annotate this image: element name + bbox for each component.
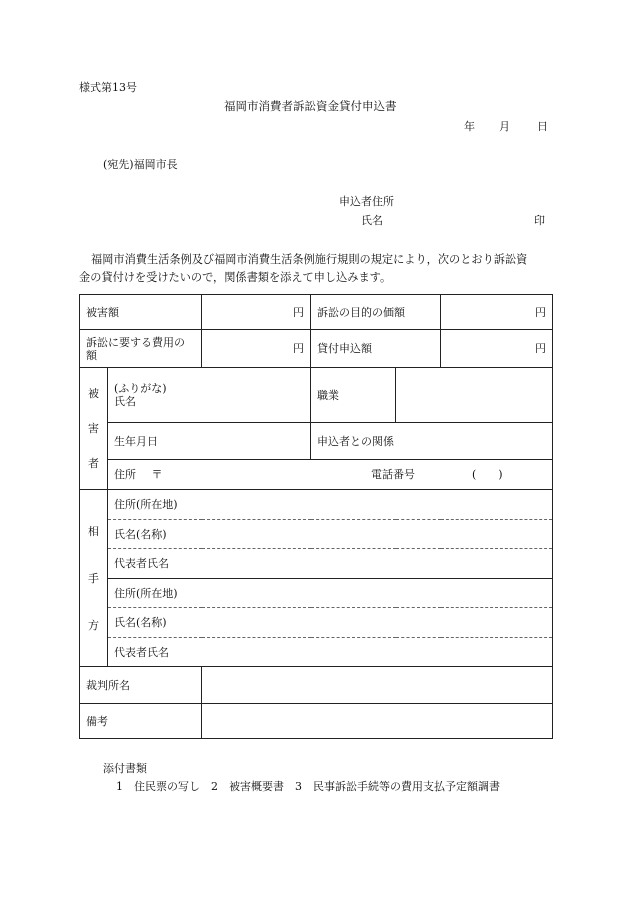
phone-label: 電話番号 bbox=[371, 468, 415, 481]
victim-char-3: 者 bbox=[88, 457, 99, 470]
document-title: 福岡市消費者訴訟資金貸付申込書 bbox=[224, 99, 397, 113]
damage-amount-label: 被害額 bbox=[80, 295, 202, 330]
row-opp-address-1 bbox=[80, 490, 553, 520]
court-field[interactable] bbox=[202, 667, 553, 704]
applicant-address-label: 申込者住所 bbox=[339, 195, 394, 208]
court-label: 裁判所名 bbox=[80, 667, 202, 704]
victim-name-label: 氏名 bbox=[114, 395, 136, 408]
loan-amount-label: 貸付申込額 bbox=[311, 330, 441, 368]
yen-unit: 円 bbox=[535, 342, 546, 355]
lawsuit-value-field[interactable] bbox=[441, 295, 553, 330]
date-month: 月 bbox=[499, 120, 510, 133]
victim-section-label bbox=[80, 368, 108, 490]
yen-unit: 円 bbox=[293, 342, 304, 355]
opponent-section-label bbox=[80, 490, 108, 667]
yen-unit: 円 bbox=[293, 305, 304, 319]
remarks-field[interactable] bbox=[202, 704, 553, 739]
victim-name-field[interactable] bbox=[108, 368, 311, 423]
row-opp-rep-1 bbox=[80, 549, 553, 579]
opponent-char-2: 手 bbox=[88, 571, 99, 585]
row-victim-birth bbox=[80, 423, 553, 460]
row-opp-name-1 bbox=[80, 520, 553, 549]
lawsuit-cost-label bbox=[80, 330, 202, 368]
postal-mark: 〒 bbox=[151, 468, 163, 481]
address-label: 住所 bbox=[114, 468, 136, 481]
opponent-char-3: 方 bbox=[88, 618, 99, 632]
row-cost bbox=[80, 330, 553, 368]
opponent-address-field[interactable]: 住所(所在地) bbox=[108, 579, 553, 608]
opponent-address-field[interactable]: 住所(所在地) bbox=[108, 490, 553, 520]
birthdate-label: 生年月日 bbox=[108, 423, 311, 460]
relation-label: 申込者との関係 bbox=[311, 423, 553, 460]
lawsuit-value-label: 訴訟の目的の価額 bbox=[311, 295, 441, 330]
row-victim-name bbox=[80, 368, 553, 423]
opponent-name-field[interactable]: 氏名(名称) bbox=[108, 520, 553, 549]
opponent-representative-field[interactable]: 代表者氏名 bbox=[108, 638, 553, 667]
occupation-label: 職業 bbox=[311, 368, 396, 423]
row-opp-rep-2 bbox=[80, 638, 553, 667]
date-day: 日 bbox=[537, 120, 548, 133]
lawsuit-cost-label-line-1: 訴訟に要する費用の bbox=[86, 335, 185, 349]
addressee: (宛先)福岡市長 bbox=[103, 158, 178, 171]
row-remarks bbox=[80, 704, 553, 739]
loan-amount-field[interactable] bbox=[441, 330, 553, 368]
yen-unit: 円 bbox=[535, 305, 546, 319]
row-opp-name-2 bbox=[80, 608, 553, 638]
victim-address-field[interactable] bbox=[108, 460, 553, 490]
phone-area-code: ( ) bbox=[472, 468, 503, 481]
furigana-label: (ふりがな) bbox=[114, 382, 167, 395]
date-year: 年 bbox=[464, 120, 475, 133]
seal-mark: 印 bbox=[534, 214, 545, 227]
damage-amount-field[interactable] bbox=[202, 295, 311, 330]
row-court bbox=[80, 667, 553, 704]
lawsuit-cost-field[interactable] bbox=[202, 330, 311, 368]
occupation-field[interactable] bbox=[396, 368, 553, 423]
attachments-label: 添付書類 bbox=[103, 762, 147, 775]
attachments-list: 1 住民票の写し 2 被害概要書 3 民事訴訟手続等の費用支払予定額調書 bbox=[116, 780, 500, 793]
remarks-label: 備考 bbox=[80, 704, 202, 739]
body-text-line-1: 福岡市消費生活条例及び福岡市消費生活条例施行規則の規定により，次のとおり訴訟資 bbox=[91, 253, 528, 266]
lawsuit-cost-label-line-2: 額 bbox=[86, 348, 97, 362]
row-damage bbox=[80, 295, 553, 330]
body-text-line-2: 金の貸付けを受けたいので，関係書類を添えて申し込みます。 bbox=[79, 271, 392, 284]
row-opp-address-2 bbox=[80, 579, 553, 608]
opponent-char-1: 相 bbox=[88, 524, 99, 538]
application-table bbox=[79, 294, 553, 739]
row-victim-address bbox=[80, 460, 553, 490]
victim-char-1: 被 bbox=[88, 387, 99, 400]
opponent-representative-field[interactable]: 代表者氏名 bbox=[108, 549, 553, 579]
victim-char-2: 害 bbox=[88, 422, 99, 435]
applicant-name-label: 氏名 bbox=[361, 214, 383, 227]
opponent-name-field[interactable]: 氏名(名称) bbox=[108, 608, 553, 638]
form-number: 様式第13号 bbox=[79, 81, 137, 94]
